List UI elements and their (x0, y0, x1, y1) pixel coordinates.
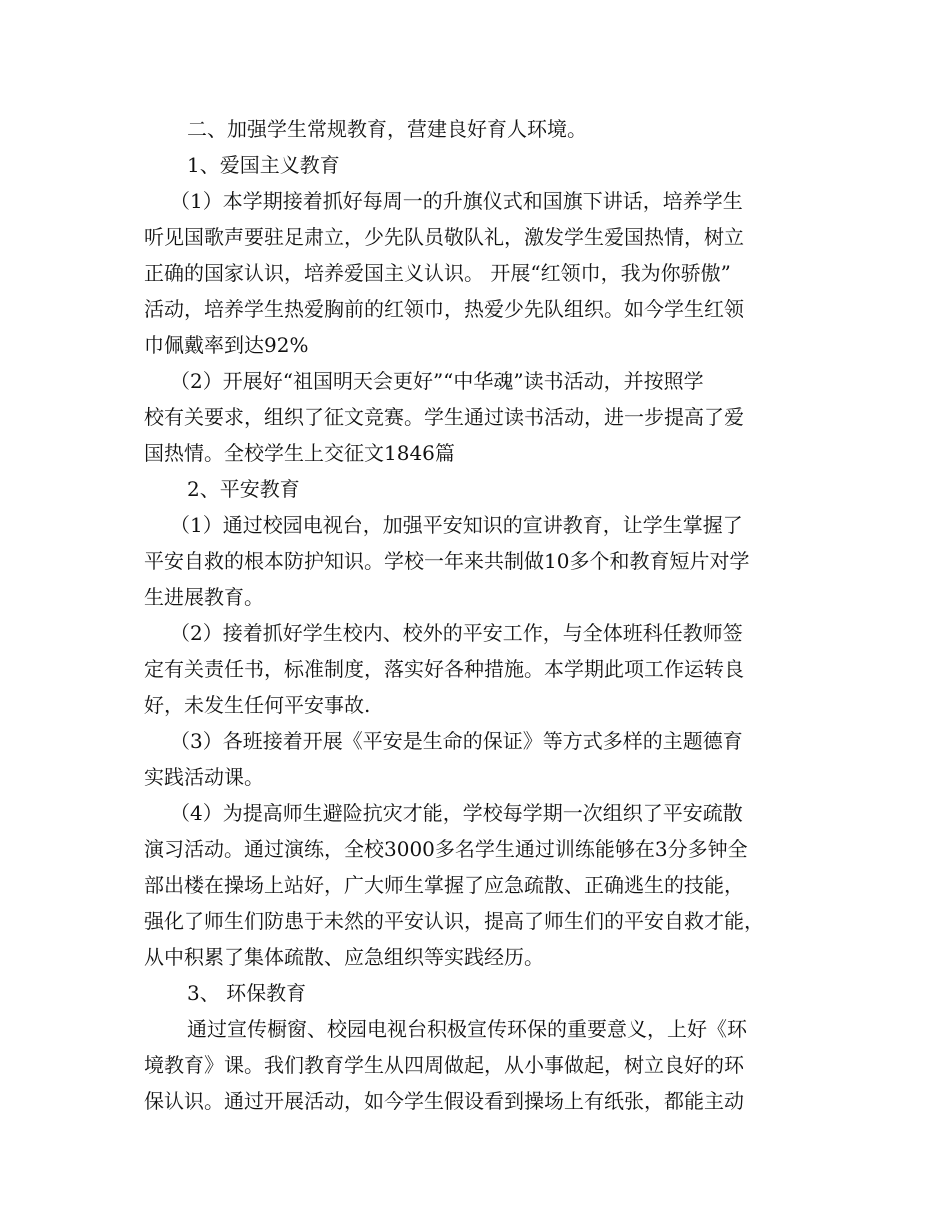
paragraph-line: 境教育》课。我们教育学生从四周做起，从小事做起，树立良好的环 (144, 1053, 744, 1077)
paragraph-line: 保认识。通过开展活动，如今学生假设看到操场上有纸张，都能主动 (144, 1089, 744, 1113)
paragraph-line: （2）开展好“祖国明天会更好”“中华魂”读书活动，并按照学 (170, 369, 704, 393)
paragraph-line: （3）各班接着开展《平安是生命的保证》等方式多样的主题德育 (170, 729, 743, 753)
section-heading: 二、加强学生常规教育，营建良好育人环境。 (187, 117, 587, 141)
paragraph-line: 通过宣传橱窗、校园电视台积极宣传环保的重要意义，上好《环 (187, 1017, 747, 1041)
subsection-heading: 3、 环保教育 (187, 981, 307, 1005)
paragraph-line: （1）本学期接着抓好每周一的升旗仪式和国旗下讲话，培养学生 (170, 189, 743, 213)
paragraph-line: 部出楼在操场上站好，广大师生掌握了应急疏散、正确逃生的技能， (144, 873, 744, 897)
paragraph-line: 强化了师生们防患于未然的平安认识，提高了师生们的平安自救才能， (144, 909, 764, 933)
paragraph-line: 国热情。全校学生上交征文1846篇 (144, 441, 455, 465)
paragraph-line: 定有关责任书，标准制度，落实好各种措施。本学期此项工作运转良 (144, 657, 744, 681)
paragraph-line: 正确的国家认识，培养爱国主义认识。 开展“红领巾，我为你骄傲” (144, 261, 731, 285)
paragraph-line: （1）通过校园电视台，加强平安知识的宣讲教育，让学生掌握了 (170, 513, 743, 537)
paragraph-line: 实践活动课。 (144, 765, 264, 789)
paragraph-line: 平安自救的根本防护知识。学校一年来共制做10多个和教育短片对学 (144, 549, 750, 573)
paragraph-line: 生进展教育。 (144, 585, 264, 609)
subsection-heading: 2、平安教育 (187, 477, 300, 501)
paragraph-line: 听见国歌声要驻足肃立，少先队员敬队礼，激发学生爱国热情，树立 (144, 225, 744, 249)
subsection-heading: 1、爱国主义教育 (187, 153, 340, 177)
paragraph-line: （2）接着抓好学生校内、校外的平安工作，与全体班科任教师签 (170, 621, 743, 645)
paragraph-line: 从中积累了集体疏散、应急组织等实践经历。 (144, 945, 544, 969)
paragraph-line: 活动，培养学生热爱胸前的红领巾，热爱少先队组织。如今学生红领 (144, 297, 744, 321)
paragraph-line: （4）为提高师生避险抗灾才能，学校每学期一次组织了平安疏散 (170, 801, 743, 825)
paragraph-line: 好，未发生任何平安事故. (144, 693, 371, 717)
paragraph-line: 演习活动。通过演练，全校3000多名学生通过训练能够在3分多钟全 (144, 837, 748, 861)
paragraph-line: 巾佩戴率到达92% (144, 333, 309, 357)
paragraph-line: 校有关要求，组织了征文竞赛。学生通过读书活动，进一步提高了爱 (144, 405, 744, 429)
